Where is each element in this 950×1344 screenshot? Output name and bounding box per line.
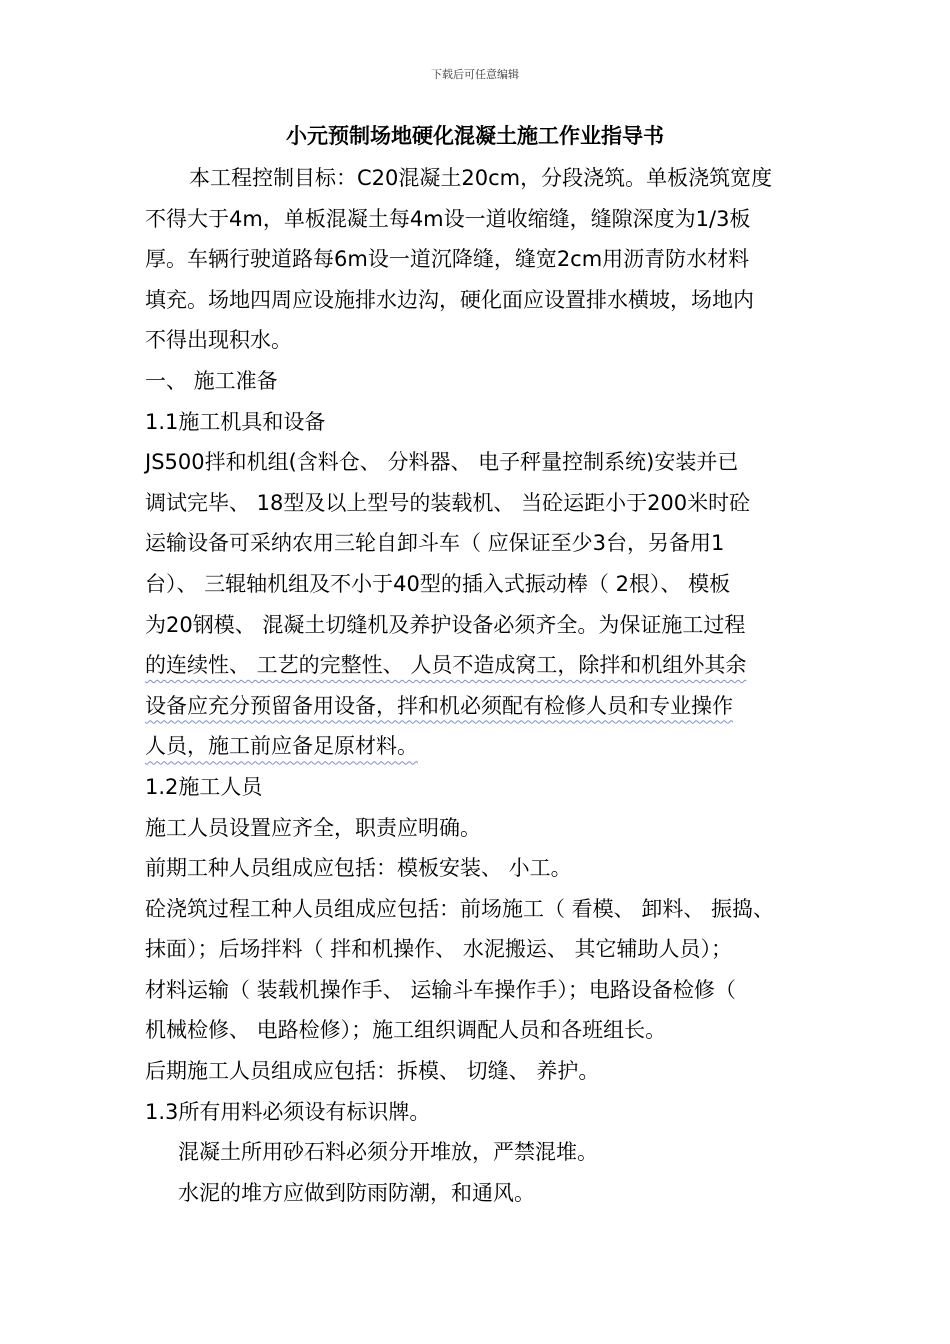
body-line: 后期施工人员组成应包括：拆模、 切缝、 养护。 (145, 1059, 600, 1084)
body-line: 施工人员设置应齐全，职责应明确。 (145, 815, 481, 840)
subsection-heading: 1.2施工人员 (145, 774, 263, 799)
subsection-heading: 1.3所有用料必须设有标识牌。 (145, 1099, 431, 1124)
body-line: 台）、 三辊轴机组及不小于40型的插入式振动棒（ 2根）、 模板 (145, 571, 731, 596)
body-line: 设备应充分预留备用设备，拌和机必须配有检修人员和专业操作 (145, 693, 733, 718)
body-line: 的连续性、 工艺的完整性、 人员不造成窝工，除拌和机组外其余 (145, 653, 747, 678)
body-line: 填充。场地四周应设施排水边沟，硬化面应设置排水横坡，场地内 (145, 287, 754, 312)
document-title: 小元预制场地硬化混凝土施工作业指导书 (286, 124, 664, 148)
section-heading: 一、 施工准备 (145, 368, 278, 393)
body-line: 不得大于4m，单板混凝土每4m设一道收缩缝，缝隙深度为1/3板 (145, 206, 751, 231)
body-line: 本工程控制目标：C20混凝土20cm，分段浇筑。单板浇筑宽度 (189, 166, 773, 190)
body-line: 厚。车辆行驶道路每6m设一道沉降缝，缝宽2cm用沥青防水材料 (145, 247, 750, 272)
body-line: 前期工种人员组成应包括：模板安装、 小工。 (145, 856, 572, 881)
body-line: 调试完毕、 18型及以上型号的装载机、 当砼运距小于200米时砼 (145, 490, 751, 515)
header-note: 下载后可任意编辑 (431, 68, 519, 81)
document-body (145, 158, 825, 1213)
body-line: 砼浇筑过程工种人员组成应包括：前场施工（ 看模、 卸料、 振捣、 (145, 896, 775, 921)
body-line: 水泥的堆方应做到防雨防潮，和通风。 (178, 1180, 535, 1205)
body-line: 运输设备可采纳农用三轮自卸斗车（ 应保证至少3台，另备用1 (145, 531, 725, 556)
subsection-heading: 1.1施工机具和设备 (145, 409, 326, 434)
body-line: 为20钢模、 混凝土切缝机及养护设备必须齐全。为保证施工过程 (145, 612, 746, 637)
body-line: 混凝土所用砂石料必须分开堆放，严禁混堆。 (178, 1140, 598, 1165)
body-line: 人员，施工前应备足原材料。 (145, 734, 418, 759)
body-line: 材料运输（ 装载机操作手、 运输斗车操作手）；电路设备检修（ (145, 977, 736, 1002)
body-line: 不得出现积水。 (145, 328, 292, 353)
body-line: JS500拌和机组(含料仓、 分料器、 电子秤量控制系统)安装并已 (145, 450, 739, 475)
body-line: 抹面）；后场拌料（ 拌和机操作、 水泥搬运、 其它辅助人员）； (145, 937, 733, 962)
body-line: 机械检修、 电路检修）；施工组织调配人员和各班组长。 (145, 1018, 667, 1043)
